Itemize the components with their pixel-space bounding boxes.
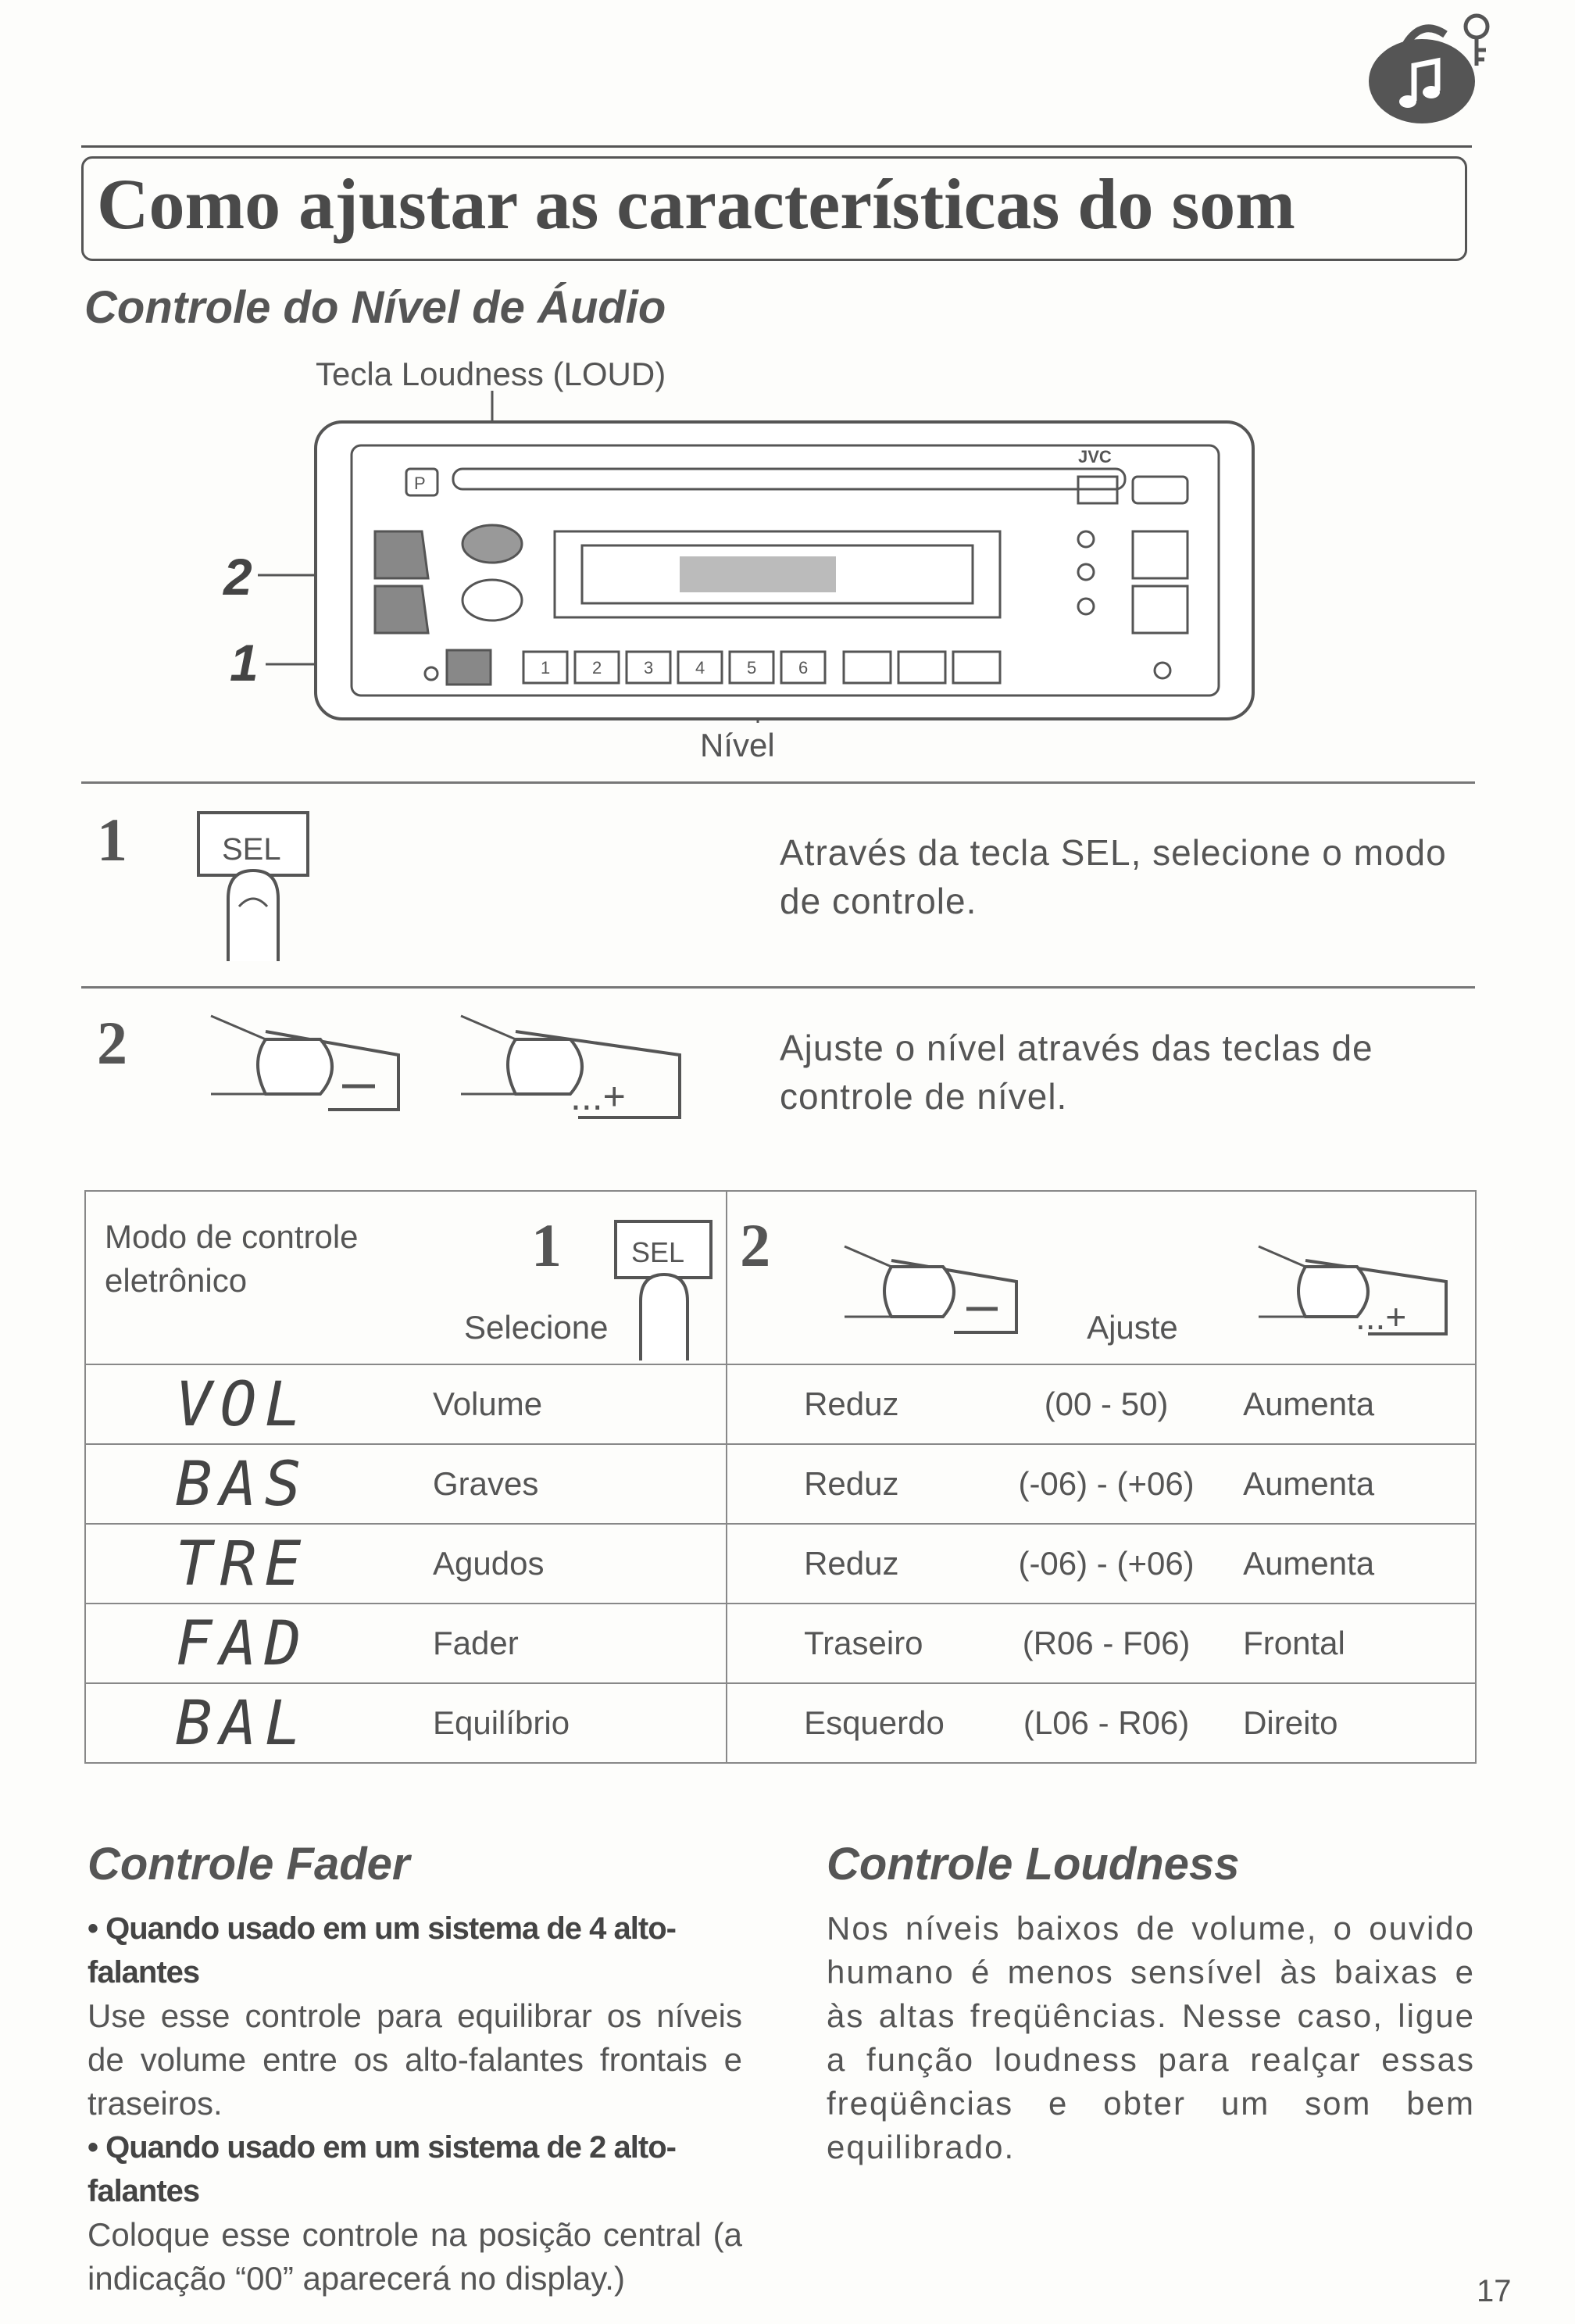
mode-range: (L06 - R06) — [1023, 1704, 1190, 1741]
mode-name: Volume — [433, 1385, 543, 1422]
plus-key-press-icon — [1251, 1239, 1454, 1340]
divider — [81, 781, 1475, 784]
mode-range: (R06 - F06) — [1022, 1625, 1191, 1661]
mode-step-1-caption: Selecione — [464, 1309, 609, 1346]
minus-key-press-icon — [837, 1239, 1024, 1340]
svg-text:2: 2 — [592, 658, 602, 678]
divider — [81, 986, 1475, 989]
table-row — [85, 1604, 1476, 1683]
page-title: Como ajustar as características do som — [97, 164, 1295, 244]
callout-1: 1 — [230, 634, 259, 692]
svg-text:4: 4 — [695, 658, 705, 678]
mode-range: (00 - 50) — [1044, 1385, 1169, 1422]
plus-key-press-icon — [453, 1008, 688, 1125]
table-row — [85, 1364, 1476, 1444]
mode-name: Agudos — [433, 1545, 545, 1582]
table-row — [85, 1444, 1476, 1524]
mode-low: Reduz — [804, 1465, 899, 1502]
mode-name: Equilíbrio — [433, 1704, 570, 1741]
music-bag-icon — [1359, 3, 1508, 128]
mode-table-header-left — [85, 1191, 727, 1364]
step-number-2: 2 — [97, 1009, 127, 1077]
mode-range: (-06) - (+06) — [1018, 1465, 1195, 1502]
sel-key-press-icon — [609, 1215, 719, 1364]
mode-high: Aumenta — [1243, 1545, 1375, 1582]
fader-column — [88, 1907, 742, 2301]
svg-text:6: 6 — [798, 658, 809, 678]
section-heading-fader: Controle Fader — [88, 1839, 410, 1890]
mode-sel-key-label: SEL — [631, 1236, 685, 1268]
mode-step-2-caption: Ajuste — [1087, 1309, 1178, 1346]
minus-key-press-icon — [203, 1008, 406, 1117]
brand-label: JVC — [1078, 447, 1112, 467]
mode-high: Frontal — [1243, 1625, 1345, 1661]
mode-name: Graves — [433, 1465, 539, 1502]
mode-low: Esquerdo — [804, 1704, 945, 1741]
svg-text:3: 3 — [644, 658, 654, 678]
fader-bullet-2-speakers: • Quando usado em um sistema de 2 alto-falantes — [88, 2130, 676, 2208]
fader-text-2-speakers: Coloque esse controle na posição central (a indicação “00” aparecerá no display.) — [88, 2216, 742, 2297]
mode-plus-key-label: ...+ — [1355, 1296, 1407, 1337]
fader-bullet-4-speakers: • Quando usado em um sistema de 4 alto-falantes — [88, 1911, 676, 1990]
section-heading-loudness: Controle Loudness — [827, 1839, 1240, 1890]
sel-key-label: SEL — [222, 832, 281, 867]
mode-low: Traseiro — [804, 1625, 923, 1661]
fader-text-4-speakers: Use esse controle para equilibrar os níveis de volume entre os alto-falantes frontais e traseiros. — [88, 1997, 742, 2122]
callout-2: 2 — [223, 548, 252, 606]
table-row — [85, 1683, 1476, 1763]
table-row — [85, 1524, 1476, 1604]
step-number-1: 1 — [97, 806, 127, 874]
plus-key-label: ...+ — [570, 1074, 626, 1118]
car-radio-diagram — [250, 391, 1266, 735]
title-rule — [81, 145, 1472, 148]
svg-text:1: 1 — [541, 658, 551, 678]
mode-low: Reduz — [804, 1385, 899, 1422]
step-1-text: Através da tecla SEL, selecione o modo de controle. — [780, 832, 1447, 921]
mode-high: Aumenta — [1243, 1465, 1375, 1502]
loudness-text: Nos níveis baixos de volume, o ouvido humano é menos sensível às baixas e às altas freqüências. Nesse caso, ligue a função loudness para realçar essas freqüências e obter um som bem equilibrado. — [827, 1910, 1475, 2165]
mode-step-2-num: 2 — [740, 1211, 771, 1279]
display-code: BAL — [175, 1689, 309, 1759]
mode-step-1-num: 1 — [531, 1211, 562, 1279]
mode-low: Reduz — [804, 1545, 899, 1582]
label-loudness-key: Tecla Loudness (LOUD) — [316, 356, 666, 392]
display-code: VOL — [175, 1370, 309, 1440]
sel-key-press-icon — [191, 805, 316, 969]
mode-table-header-right — [727, 1191, 1476, 1364]
display-code: TRE — [175, 1529, 309, 1600]
mode-table — [84, 1190, 1477, 1764]
section-heading-audio-level: Controle do Nível de Áudio — [84, 282, 666, 333]
mode-header-label: Modo de controle eletrônico — [105, 1218, 359, 1299]
mode-name: Fader — [433, 1625, 519, 1661]
mode-high: Direito — [1243, 1704, 1338, 1741]
display-code: FAD — [175, 1609, 309, 1679]
label-level-display: Nível — [700, 727, 775, 763]
svg-text:5: 5 — [747, 658, 757, 678]
p-button-label: P — [414, 474, 426, 493]
display-code: BAS — [175, 1450, 309, 1520]
step-2-text: Ajuste o nível através das teclas de controle de nível. — [780, 1028, 1373, 1117]
mode-high: Aumenta — [1243, 1385, 1375, 1422]
page-number: 17 — [1477, 2274, 1512, 2308]
mode-range: (-06) - (+06) — [1018, 1545, 1195, 1582]
